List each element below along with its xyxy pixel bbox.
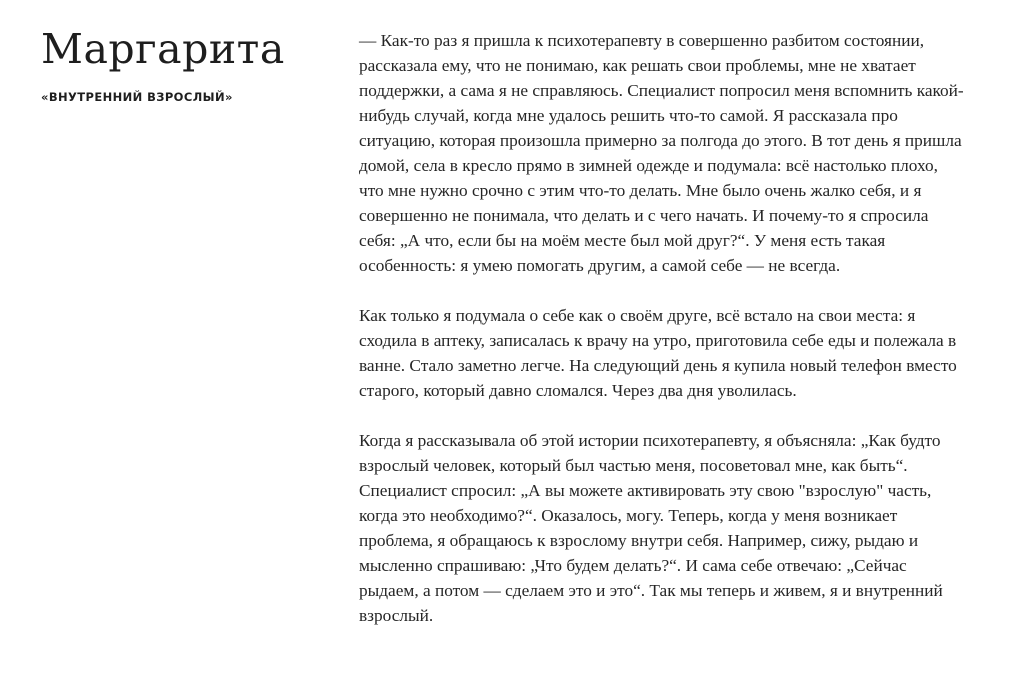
story-text [359,28,964,628]
story-paragraph-1: — Как-то раз я пришла к психотерапевту в совершенно разбитом состоянии, рассказала ему, что не понимаю, как решать свои проблемы, мне не хватает поддержки, а сама я не справляюсь. Специалист попросил меня вспомнить какой-нибудь случай, когда мне удалось решить что-то самой. Я рассказала про ситуацию, которая произошла примерно за полгода до этого. В тот день я пришла домой, села в кресло прямо в зимней одежде и подумала: всё настолько плохо, что мне нужно срочно с этим что-то делать. Мне было очень жалко себя, и я совершенно не понимала, что делать и с чего начать. И почему-то я спросила себя: „А что, если бы на моём месте был мой друг?“. У меня есть такая особенность: я умею помогать другим, а самой себе — не всегда. [359,31,964,275]
author-name: Маргарита [41,25,285,73]
author-block [41,24,331,104]
story-paragraph-2: Как только я подумала о себе как о своём друге, всё встало на свои места: я сходила в аптеку, записалась к врачу на утро, приготовила себе еды и полежала в ванне. Стало заметно легче. На следующий день я купила новый телефон вместо старого, который давно сломался. Через два дня уволилась. [359,306,957,400]
story-paragraph-3: Когда я рассказывала об этой истории психотерапевту, я объясняла: „Как будто взрослый человек, который был частью меня, посоветовал мне, как быть“. Специалист спросил: „А вы можете активировать эту свою "взрослую" часть, когда это необходимо?“. Оказалось, могу. Теперь, когда у меня возникает проблема, я обращаюсь к взрослому внутри себя. Например, сижу, рыдаю и мысленно спрашиваю: „Что будем делать?“. И сама себе отвечаю: „Сейчас рыдаем, а потом — сделаем это и это“. Так мы теперь и живем, я и внутренний взрослый. [359,431,943,625]
story-subtitle: «ВНУТРЕННИЙ ВЗРОСЛЫЙ» [41,90,233,104]
